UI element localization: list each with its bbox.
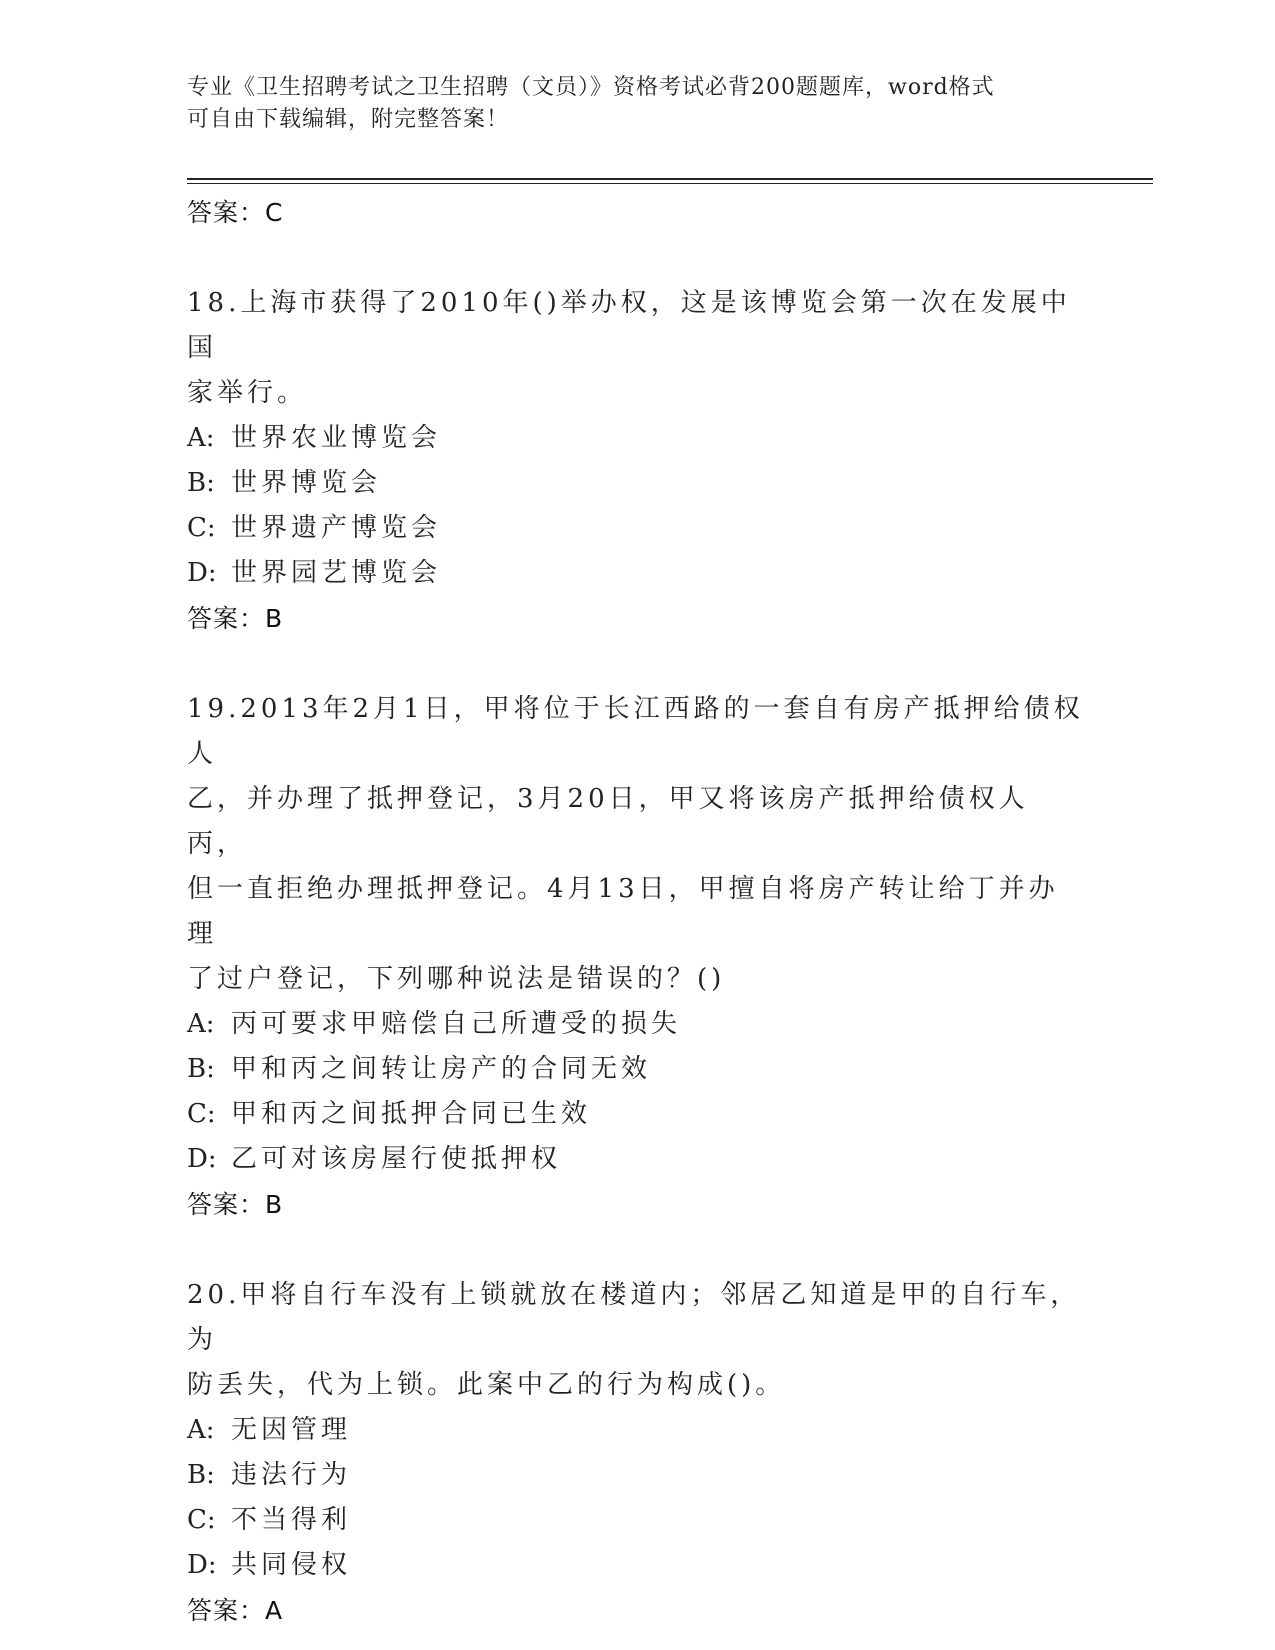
question-text-line: 18.上海市获得了2010年()举办权，这是该博览会第一次在发展中国 bbox=[187, 288, 1071, 363]
question-list bbox=[187, 190, 1087, 1634]
option-key: B: bbox=[187, 1460, 215, 1490]
header-line-1: 专业《卫生招聘考试之卫生招聘（文员）》资格考试必背200题题库，word格式 bbox=[187, 75, 995, 100]
option-text: 丙可要求甲赔偿自己所遭受的损失 bbox=[231, 1009, 682, 1039]
answer-line: 答案：B bbox=[187, 604, 284, 633]
option-text: 无因管理 bbox=[231, 1415, 352, 1445]
question-text-line: 家举行。 bbox=[187, 378, 308, 408]
option-c bbox=[187, 506, 1087, 551]
option-d bbox=[187, 1137, 1087, 1182]
spacer bbox=[187, 236, 1087, 281]
option-text: 世界博览会 bbox=[231, 468, 382, 498]
option-key: D: bbox=[187, 1144, 217, 1174]
question-text-line: 了过户登记，下列哪种说法是错误的？() bbox=[187, 964, 726, 994]
answer-line: 答案：B bbox=[187, 1190, 284, 1219]
option-key: A: bbox=[187, 1415, 215, 1445]
question-text-line: 乙，并办理了抵押登记，3月20日，甲又将该房产抵押给债权人丙， bbox=[187, 784, 1029, 859]
option-text: 违法行为 bbox=[231, 1460, 352, 1490]
option-text: 世界遗产博览会 bbox=[231, 513, 442, 543]
header-divider-thick bbox=[187, 178, 1153, 180]
header-divider-thin bbox=[187, 183, 1153, 184]
spacer bbox=[187, 1228, 1087, 1273]
question-text-line: 19.2013年2月1日，甲将位于长江西路的一套自有房产抵押给债权人 bbox=[187, 694, 1084, 769]
answer-line-previous: 答案：C bbox=[187, 198, 284, 227]
option-key: C: bbox=[187, 513, 216, 543]
option-key: B: bbox=[187, 468, 215, 498]
option-b bbox=[187, 461, 1087, 506]
option-key: B: bbox=[187, 1054, 215, 1084]
option-key: D: bbox=[187, 1550, 217, 1580]
option-key: D: bbox=[187, 558, 217, 588]
option-key: C: bbox=[187, 1505, 216, 1535]
option-text: 不当得利 bbox=[231, 1505, 352, 1535]
document-header bbox=[187, 72, 1067, 136]
option-key: A: bbox=[187, 1009, 215, 1039]
option-a bbox=[187, 416, 1087, 461]
option-d bbox=[187, 551, 1087, 596]
question-18 bbox=[187, 281, 1087, 642]
question-text-line: 但一直拒绝办理抵押登记。4月13日，甲擅自将房产转让给丁并办理 bbox=[187, 874, 1059, 949]
option-text: 乙可对该房屋行使抵押权 bbox=[231, 1144, 562, 1174]
answer-line: 答案：A bbox=[187, 1596, 284, 1625]
option-c bbox=[187, 1092, 1087, 1137]
question-20 bbox=[187, 1273, 1087, 1634]
option-text: 世界园艺博览会 bbox=[231, 558, 442, 588]
option-text: 共同侵权 bbox=[231, 1550, 352, 1580]
option-key: C: bbox=[187, 1099, 216, 1129]
question-text-line: 20.甲将自行车没有上锁就放在楼道内；邻居乙知道是甲的自行车，为 bbox=[187, 1280, 1081, 1355]
option-b bbox=[187, 1047, 1087, 1092]
option-a bbox=[187, 1002, 1087, 1047]
option-d bbox=[187, 1543, 1087, 1588]
question-text-line: 防丢失，代为上锁。此案中乙的行为构成()。 bbox=[187, 1370, 786, 1400]
question-19 bbox=[187, 687, 1087, 1228]
option-c bbox=[187, 1498, 1087, 1543]
option-text: 甲和丙之间抵押合同已生效 bbox=[231, 1099, 592, 1129]
option-a bbox=[187, 1408, 1087, 1453]
header-line-2: 可自由下载编辑，附完整答案！ bbox=[187, 107, 510, 132]
option-key: A: bbox=[187, 423, 215, 453]
option-b bbox=[187, 1453, 1087, 1498]
option-text: 世界农业博览会 bbox=[231, 423, 442, 453]
spacer bbox=[187, 642, 1087, 687]
option-text: 甲和丙之间转让房产的合同无效 bbox=[231, 1054, 652, 1084]
